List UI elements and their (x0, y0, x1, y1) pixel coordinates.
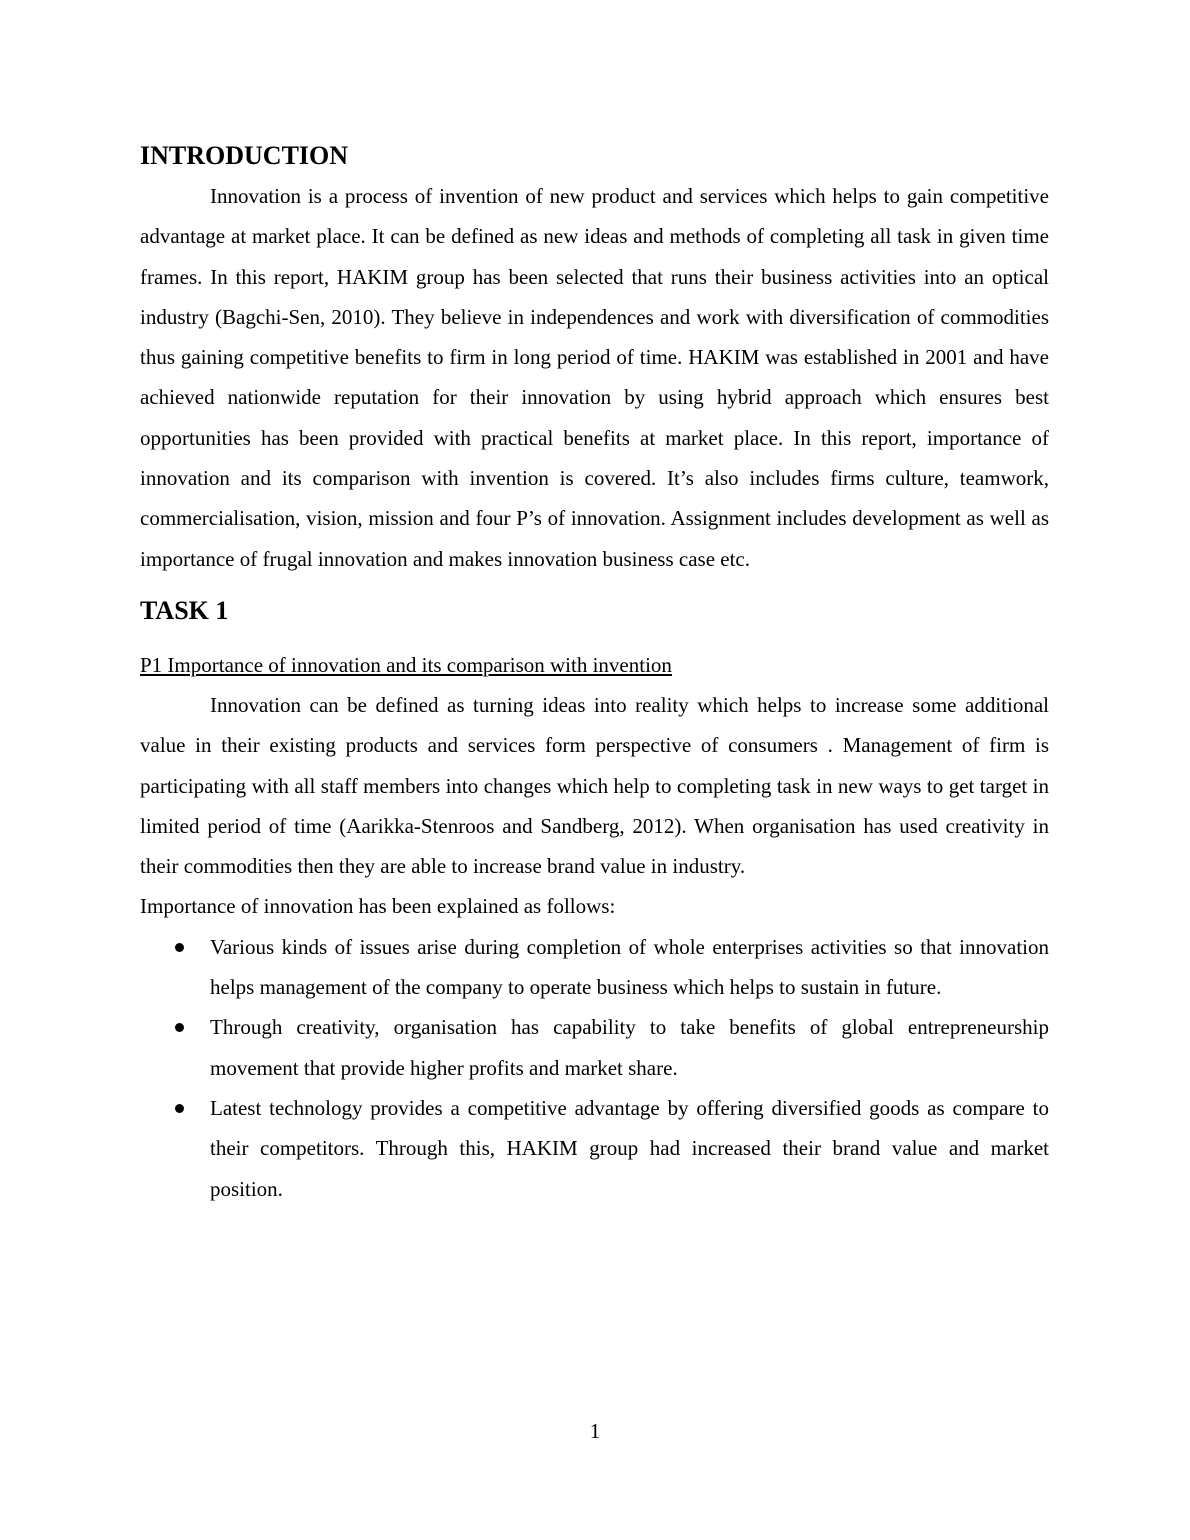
list-intro: Importance of innovation has been explained as follows: (140, 894, 616, 919)
page-number: 1 (589, 1419, 601, 1443)
task1-subheading: P1 Importance of innovation and its comparison with invention (140, 652, 672, 677)
task1-heading: TASK 1 (140, 595, 229, 625)
list-item (140, 927, 1049, 1008)
bullet-icon (175, 1104, 184, 1113)
list-item-text: Through creativity, organisation has capability to take benefits of global entrepreneurship movement that provide higher profits and market share. (210, 1015, 1049, 1080)
document-page (140, 138, 1049, 1209)
task1-paragraph: Innovation can be defined as turning ideas into reality which helps to increase some additional value in their existing products and services form perspective of consumers . Management of firm is participating with all staff members into changes which help to completing task in new ways to get target in limited period of time (Aarikka-Stenroos and Sandberg, 2012). When organisation has used creativity in their commodities then they are able to increase brand value in industry. (140, 692, 1049, 879)
introduction-paragraph: Innovation is a process of invention of new product and services which helps to gain competitive advantage at market place. It can be defined as new ideas and methods of completing all task in given time frames. In this report, HAKIM group has been selected that runs their business activities into an optical industry (Bagchi-Sen, 2010). They believe in independences and work with diversification of commodities thus gaining competitive benefits to firm in long period of time. HAKIM was established in 2001 and have achieved nationwide reputation for their innovation by using hybrid approach which ensures best opportunities has been provided with practical benefits at market place. In this report, importance of innovation and its comparison with invention is covered. It’s also includes firms culture, teamwork, commercialisation, vision, mission and four P’s of innovation. Assignment includes development as well as importance of frugal innovation and makes innovation business case etc. (140, 184, 1049, 571)
list-item-text: Various kinds of issues arise during completion of whole enterprises activities so that innovation helps management of the company to operate business which helps to sustain in future. (210, 934, 1049, 1000)
bullet-icon (175, 1023, 184, 1032)
introduction-heading: INTRODUCTION (140, 141, 349, 170)
importance-list (140, 927, 1049, 1209)
list-item (140, 1088, 1049, 1209)
list-item (140, 1007, 1049, 1088)
list-item-text: Latest technology provides a competitive advantage by offering diversified goods as compare to their competitors. Through this, HAKIM group had increased their brand value and market position. (210, 1095, 1049, 1201)
bullet-icon (175, 943, 184, 952)
